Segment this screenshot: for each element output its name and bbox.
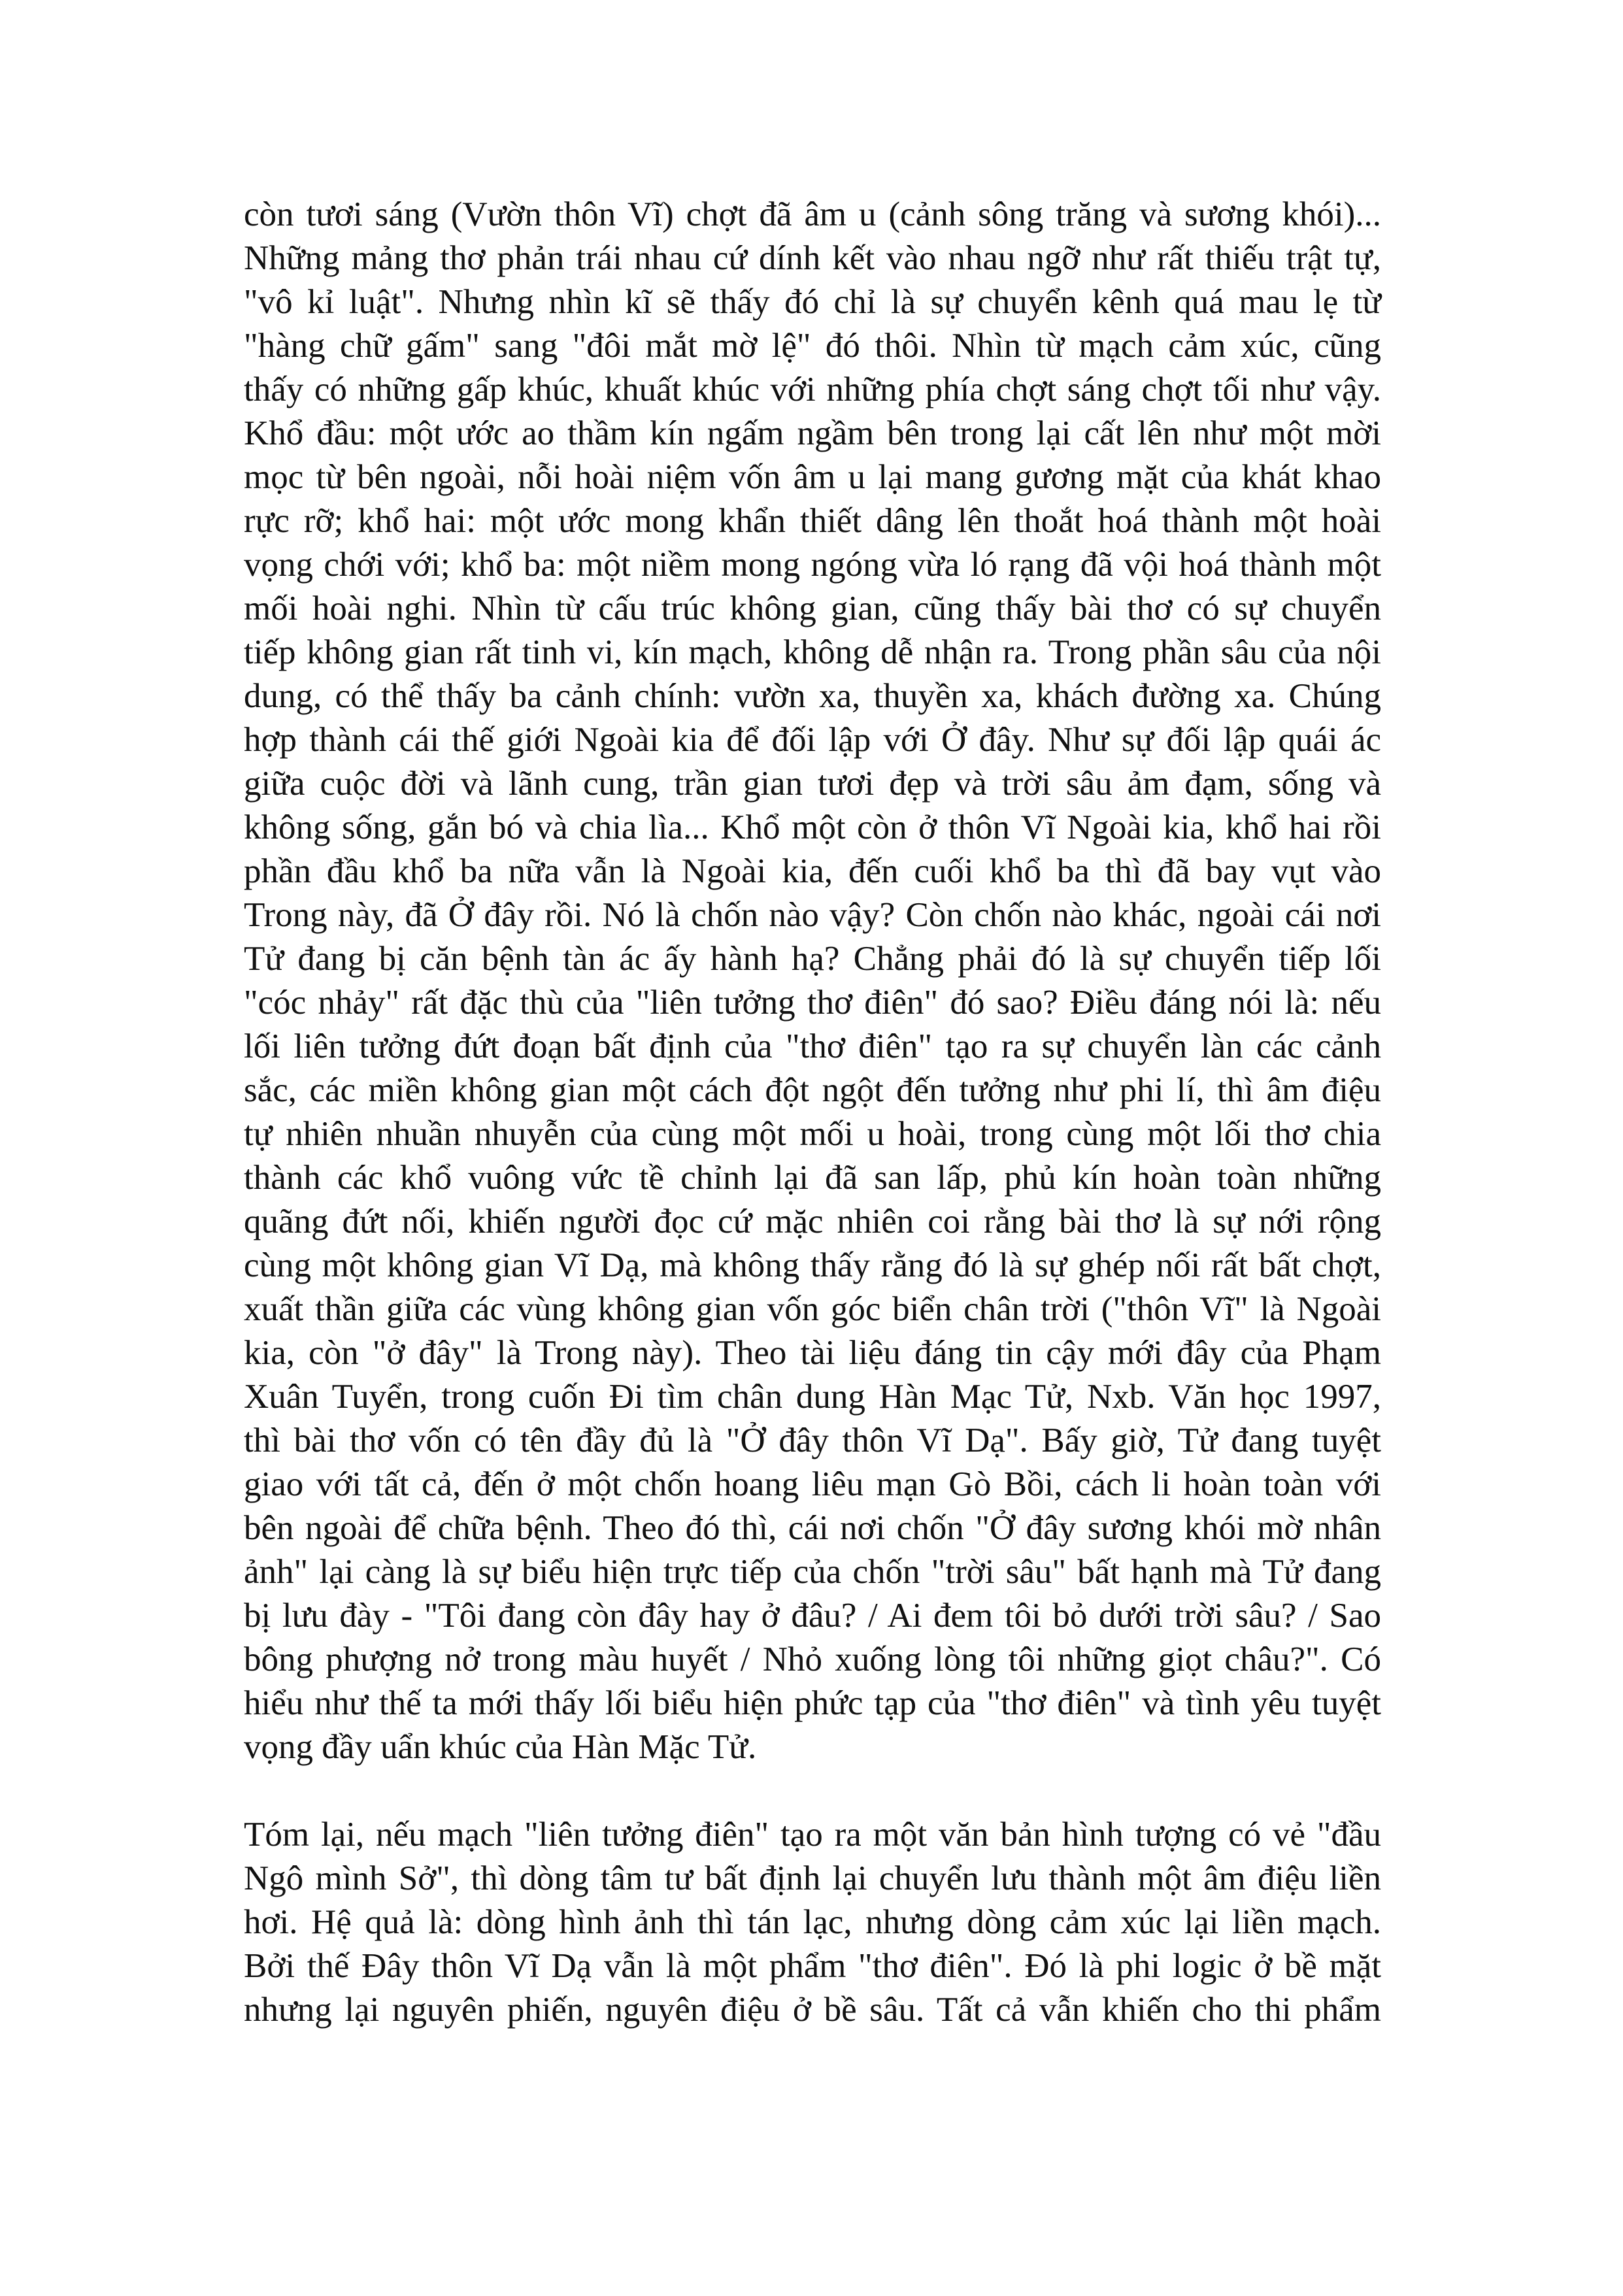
text-line: thấy có những gấp khúc, khuất khúc với những phía chợt sáng chợt tối như vậy.: [244, 371, 1381, 408]
text-line: hợp thành cái thế giới Ngoài kia để đối lập với Ở đây. Như sự đối lập quái ác: [244, 721, 1381, 759]
text-line: Bởi thế Đây thôn Vĩ Dạ vẫn là một phẩm "thơ điên". Đó là phi logic ở bề mặt: [244, 1947, 1381, 1985]
text-line: giao với tất cả, đến ở một chốn hoang liêu mạn Gò Bồi, cách li hoàn toàn với: [244, 1465, 1381, 1503]
text-line: tự nhiên nhuần nhuyễn của cùng một mối u hoài, trong cùng một lối thơ chia: [244, 1115, 1381, 1153]
body-paragraph: [244, 193, 1381, 1769]
text-line: bên ngoài để chữa bệnh. Theo đó thì, cái nơi chốn "Ở đây sương khói mờ nhân: [244, 1509, 1381, 1547]
text-line: quãng đứt nối, khiến người đọc cứ mặc nhiên coi rằng bài thơ là sự nới rộng: [244, 1203, 1381, 1240]
text-line: dung, có thể thấy ba cảnh chính: vườn xa, thuyền xa, khách đường xa. Chúng: [244, 677, 1381, 715]
text-line: xuất thần giữa các vùng không gian vốn góc biển chân trời ("thôn Vĩ" là Ngoài: [244, 1290, 1381, 1328]
text-line: Tóm lại, nếu mạch "liên tưởng điên" tạo ra một văn bản hình tượng có vẻ "đầu: [244, 1816, 1381, 1854]
text-line: Xuân Tuyển, trong cuốn Đi tìm chân dung Hàn Mạc Tử, Nxb. Văn học 1997,: [244, 1378, 1381, 1416]
text-line: nhưng lại nguyên phiến, nguyên điệu ở bề sâu. Tất cả vẫn khiến cho thi phẩm: [244, 1991, 1381, 2029]
text-line: vọng chới với; khổ ba: một niềm mong ngóng vừa ló rạng đã vội hoá thành một: [244, 546, 1381, 584]
text-line: phần đầu khổ ba nữa vẫn là Ngoài kia, đến cuối khổ ba thì đã bay vụt vào: [244, 852, 1381, 890]
text-line: rực rỡ; khổ hai: một ước mong khẩn thiết dâng lên thoắt hoá thành một hoài: [244, 502, 1381, 540]
text-line: hiểu như thế ta mới thấy lối biểu hiện phức tạp của "thơ điên" và tình yêu tuyệt: [244, 1684, 1381, 1722]
text-line: còn tươi sáng (Vườn thôn Vĩ) chợt đã âm u (cảnh sông trăng và sương khói)...: [244, 195, 1381, 233]
text-line: kia, còn "ở đây" là Trong này). Theo tài liệu đáng tin cậy mới đây của Phạm: [244, 1334, 1381, 1372]
text-line: "cóc nhảy" rất đặc thù của "liên tưởng thơ điên" đó sao? Điều đáng nói là: nếu: [244, 984, 1381, 1022]
text-line: cùng một không gian Vĩ Dạ, mà không thấy rằng đó là sự ghép nối rất bất chợt,: [244, 1246, 1381, 1284]
text-line: giữa cuộc đời và lãnh cung, trần gian tươi đẹp và trời sâu ảm đạm, sống và: [244, 765, 1381, 803]
text-line: ảnh" lại càng là sự biểu hiện trực tiếp của chốn "trời sâu" bất hạnh mà Tử đang: [244, 1553, 1381, 1591]
text-line: mối hoài nghi. Nhìn từ cấu trúc không gian, cũng thấy bài thơ có sự chuyển: [244, 590, 1381, 627]
text-line: Trong này, đã Ở đây rồi. Nó là chốn nào vậy? Còn chốn nào khác, ngoài cái nơi: [244, 896, 1381, 934]
text-line: thì bài thơ vốn có tên đầy đủ là "Ở đây thôn Vĩ Dạ". Bấy giờ, Tử đang tuyệt: [244, 1422, 1381, 1459]
text-line: Khổ đầu: một ước ao thầm kín ngấm ngầm bên trong lại cất lên như một mời: [244, 414, 1381, 452]
body-paragraph: [244, 1813, 1381, 2032]
document-page: [244, 193, 1381, 2032]
text-line: bông phượng nở trong màu huyết / Nhỏ xuống lòng tôi những giọt châu?". Có: [244, 1640, 1381, 1678]
text-line: lối liên tưởng đứt đoạn bất định của "thơ điên" tạo ra sự chuyển làn các cảnh: [244, 1027, 1381, 1065]
text-line: "vô kỉ luật". Nhưng nhìn kĩ sẽ thấy đó chỉ là sự chuyển kênh quá mau lẹ từ: [244, 283, 1381, 321]
text-line: vọng đầy uẩn khúc của Hàn Mặc Tử.: [244, 1728, 757, 1766]
text-line: bị lưu đày - "Tôi đang còn đây hay ở đâu? / Ai đem tôi bỏ dưới trời sâu? / Sao: [244, 1597, 1381, 1635]
text-line: tiếp không gian rất tinh vi, kín mạch, không dễ nhận ra. Trong phần sâu của nội: [244, 633, 1381, 671]
text-line: Những mảng thơ phản trái nhau cứ dính kết vào nhau ngỡ như rất thiếu trật tự,: [244, 239, 1381, 277]
text-line: "hàng chữ gấm" sang "đôi mắt mờ lệ" đó thôi. Nhìn từ mạch cảm xúc, cũng: [244, 327, 1381, 365]
text-line: Ngô mình Sở", thì dòng tâm tư bất định lại chuyển lưu thành một âm điệu liền: [244, 1859, 1381, 1897]
text-line: hơi. Hệ quả là: dòng hình ảnh thì tán lạc, nhưng dòng cảm xúc lại liền mạch.: [244, 1903, 1381, 1941]
text-line: mọc từ bên ngoài, nỗi hoài niệm vốn âm u lại mang gương mặt của khát khao: [244, 458, 1381, 496]
text-line: Tử đang bị căn bệnh tàn ác ấy hành hạ? Chẳng phải đó là sự chuyển tiếp lối: [244, 940, 1381, 978]
text-line: không sống, gắn bó và chia lìa... Khổ một còn ở thôn Vĩ Ngoài kia, khổ hai rồi: [244, 808, 1381, 846]
paragraph-gap: [244, 1769, 1381, 1813]
text-line: thành các khổ vuông vức tề chỉnh lại đã san lấp, phủ kín hoàn toàn những: [244, 1159, 1381, 1197]
text-line: sắc, các miền không gian một cách đột ngột đến tưởng như phi lí, thì âm điệu: [244, 1071, 1381, 1109]
